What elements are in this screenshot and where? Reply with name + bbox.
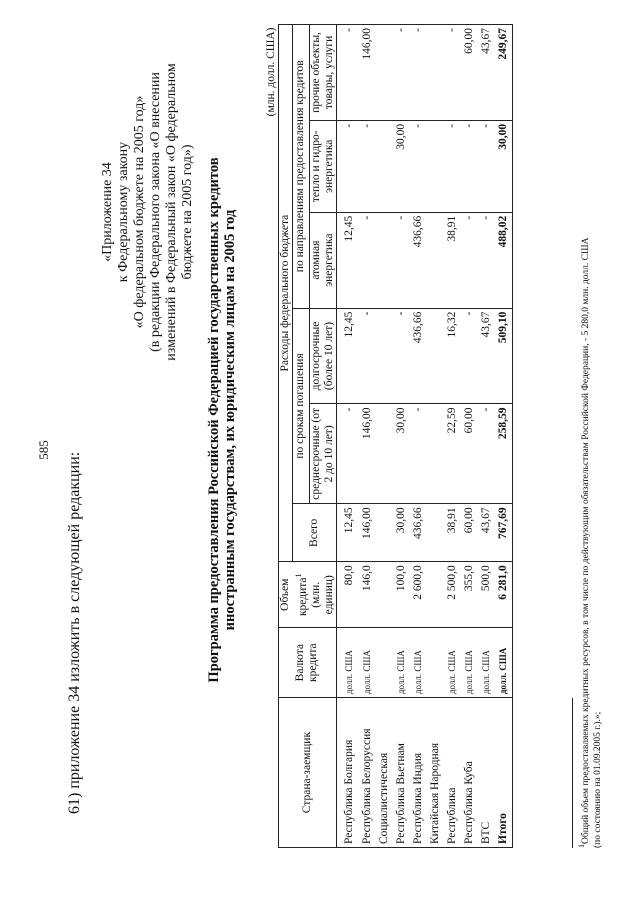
cell-total <box>427 504 444 562</box>
header-by-term: по срокам погашения <box>293 308 310 504</box>
appendix-line: (в редакции Федерального закона «О внесении <box>148 72 163 352</box>
table-row <box>461 25 478 848</box>
header-volume <box>279 562 337 628</box>
title-line: Программа предоставления Российской Федерацией государственных кредитов <box>206 157 222 683</box>
cell-long: 436,66 <box>410 308 427 404</box>
loans-table <box>264 24 513 848</box>
cell-country: Республика <box>444 698 461 848</box>
cell-country: ВТС <box>478 698 495 848</box>
cell-thermal: - <box>410 120 427 212</box>
cell-medium: 258,59 <box>495 404 513 504</box>
footnote <box>576 18 604 848</box>
page-number: 585 <box>36 440 51 460</box>
cell-other <box>427 25 444 121</box>
header-by-direction: по направлениям предоставления кредитов <box>293 25 310 309</box>
cell-medium: - <box>336 404 359 504</box>
header-volume-label: Объем кредита <box>279 577 309 617</box>
cell-nuclear: - <box>478 212 495 308</box>
cell-nuclear <box>376 212 393 308</box>
header-total: Всего <box>293 504 337 562</box>
cell-long: - <box>393 308 410 404</box>
cell-other: 146,00 <box>359 25 376 121</box>
cell-nuclear: 436,66 <box>410 212 427 308</box>
cell-volume: 500,0 <box>478 562 495 628</box>
table-row <box>478 25 495 848</box>
cell-thermal: - <box>336 120 359 212</box>
cell-long: - <box>461 308 478 404</box>
cell-volume: 146,0 <box>359 562 376 628</box>
cell-country: Республика Болгария <box>336 698 359 848</box>
cell-volume: 80,0 <box>336 562 359 628</box>
cell-thermal: - <box>461 120 478 212</box>
cell-volume: 2 500,0 <box>444 562 461 628</box>
cell-other: - <box>410 25 427 121</box>
cell-volume <box>376 562 393 628</box>
header-long-term: долгосрочные (более 10 лет) <box>309 308 336 404</box>
table-row <box>359 25 376 848</box>
cell-long: 509,10 <box>495 308 513 404</box>
appendix-line: изменений в Федеральный закон «О федеральном <box>164 63 179 361</box>
cell-total: 146,00 <box>359 504 376 562</box>
cell-country: Китайская Народная <box>427 698 444 848</box>
appendix-line: «Приложение 34 <box>100 162 115 262</box>
cell-other: 43,67 <box>478 25 495 121</box>
header-country: Страна-заемщик <box>279 698 337 848</box>
table-row <box>427 25 444 848</box>
cell-volume: 355,0 <box>461 562 478 628</box>
cell-currency: долл. США <box>495 628 513 698</box>
cell-medium: - <box>410 404 427 504</box>
cell-country: Итого <box>495 698 513 848</box>
cell-currency: долл. США <box>359 628 376 698</box>
cell-medium <box>376 404 393 504</box>
cell-total: 60,00 <box>461 504 478 562</box>
footnote-line: (по состоянию на 01.09.2005 г.).»; <box>593 711 604 848</box>
header-thermal-hydro: тепло и гидро-энергетика <box>309 120 336 212</box>
appendix-line: к Федеральному закону <box>116 141 131 283</box>
cell-nuclear: 38,91 <box>444 212 461 308</box>
cell-currency <box>427 628 444 698</box>
document-title <box>206 10 238 830</box>
cell-other: - <box>444 25 461 121</box>
cell-thermal: 30,00 <box>393 120 410 212</box>
cell-long: 43,67 <box>478 308 495 404</box>
footnote-number: 1 <box>577 844 586 848</box>
cell-other: - <box>336 25 359 121</box>
header-volume-unit: (млн. единиц) <box>309 575 335 615</box>
cell-nuclear: 488,02 <box>495 212 513 308</box>
cell-nuclear: - <box>393 212 410 308</box>
cell-currency: долл. США <box>461 628 478 698</box>
table-row <box>376 25 393 848</box>
cell-long: - <box>359 308 376 404</box>
header-currency: Валюта кредита <box>279 628 337 698</box>
cell-country: Республика Вьетнам <box>393 698 410 848</box>
cell-thermal: - <box>478 120 495 212</box>
cell-long <box>376 308 393 404</box>
cell-medium: 30,00 <box>393 404 410 504</box>
header-medium-term: среднесрочные (от 2 до 10 лет) <box>309 404 336 504</box>
cell-total: 43,67 <box>478 504 495 562</box>
appendix-header <box>100 12 196 412</box>
cell-long <box>427 308 444 404</box>
cell-currency: долл. США <box>478 628 495 698</box>
cell-total: 767,69 <box>495 504 513 562</box>
cell-other: - <box>393 25 410 121</box>
header-expenses: Расходы федерального бюджета <box>279 25 293 562</box>
cell-volume: 2 600,0 <box>410 562 427 628</box>
cell-thermal: - <box>444 120 461 212</box>
cell-currency: долл. США <box>444 628 461 698</box>
cell-currency <box>376 628 393 698</box>
cell-nuclear <box>427 212 444 308</box>
cell-country: Социалистическая <box>376 698 393 848</box>
header-other: прочие объекты, товары, услуги <box>309 25 336 121</box>
cell-long: 16,32 <box>444 308 461 404</box>
cell-thermal <box>427 120 444 212</box>
footnote-marker: 1 <box>294 573 303 578</box>
cell-other: 249,67 <box>495 25 513 121</box>
cell-medium: 22,59 <box>444 404 461 504</box>
title-line: иностранным государствам, их юридическим лицам на 2005 год <box>222 209 238 631</box>
cell-long: 12,45 <box>336 308 359 404</box>
cell-thermal <box>376 120 393 212</box>
amendment-intro: 61) приложение 34 изложить в следующей редакции: <box>66 451 83 814</box>
cell-country: Республика Индия <box>410 698 427 848</box>
cell-currency: долл. США <box>410 628 427 698</box>
cell-country: Республика Куба <box>461 698 478 848</box>
cell-volume: 6 281,0 <box>495 562 513 628</box>
table-row <box>410 25 427 848</box>
cell-medium: 60,00 <box>461 404 478 504</box>
footnote-line <box>576 18 592 848</box>
cell-currency: долл. США <box>393 628 410 698</box>
rotated-page-content <box>20 10 620 890</box>
cell-other <box>376 25 393 121</box>
cell-nuclear: - <box>461 212 478 308</box>
footnote-text: Общий объем предоставляемых кредитных ресурсов, в том числе по действующим обязательствам Российской Федерации, - 5 280,0 млн. долл. США <box>581 237 592 844</box>
cell-total: 38,91 <box>444 504 461 562</box>
cell-medium <box>427 404 444 504</box>
appendix-line: «О федеральном бюджете на 2005 год» <box>132 95 147 329</box>
table-row <box>336 25 359 848</box>
cell-medium: - <box>478 404 495 504</box>
cell-nuclear: 12,45 <box>336 212 359 308</box>
cell-volume <box>427 562 444 628</box>
cell-country: Республика Белоруссия <box>359 698 376 848</box>
table-row <box>393 25 410 848</box>
cell-volume: 100,0 <box>393 562 410 628</box>
appendix-line: бюджете на 2005 год») <box>180 144 195 280</box>
cell-total: 30,00 <box>393 504 410 562</box>
footnote-divider <box>572 698 573 848</box>
cell-thermal: 30,00 <box>495 120 513 212</box>
table-row <box>444 25 461 848</box>
header-nuclear: атомная энергетика <box>309 212 336 308</box>
cell-total: 436,66 <box>410 504 427 562</box>
cell-thermal: - <box>359 120 376 212</box>
units-label: (млн. долл. США) <box>264 25 279 848</box>
total-row <box>495 25 513 848</box>
cell-medium: 146,00 <box>359 404 376 504</box>
cell-currency: долл. США <box>336 628 359 698</box>
cell-total <box>376 504 393 562</box>
cell-total: 12,45 <box>336 504 359 562</box>
cell-other: 60,00 <box>461 25 478 121</box>
cell-nuclear: - <box>359 212 376 308</box>
